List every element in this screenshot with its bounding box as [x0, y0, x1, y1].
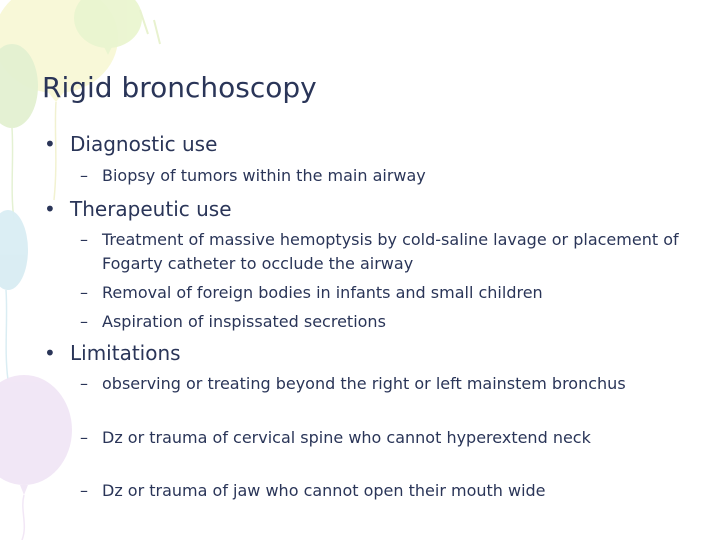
bullet-glyph: • — [44, 341, 56, 365]
sub-bullet-text: Aspiration of inspissated secretions — [102, 312, 386, 331]
sub-bullet-text: Dz or trauma of jaw who cannot open their mouth wide — [102, 481, 546, 500]
dash-glyph: – — [80, 374, 88, 393]
bullet-glyph: • — [44, 132, 56, 156]
sub-bullet-text: Biopsy of tumors within the main airway — [102, 166, 426, 185]
dash-glyph: – — [80, 230, 88, 249]
dash-glyph: – — [80, 312, 88, 331]
sub-bullet-item — [80, 479, 680, 503]
sub-bullet-text: Treatment of massive hemoptysis by cold-saline lavage or placement of Fogarty catheter to occlude the airway — [102, 230, 679, 273]
sub-bullet-text: Removal of foreign bodies in infants and small children — [102, 283, 543, 302]
dash-glyph: – — [80, 166, 88, 185]
dash-glyph: – — [80, 481, 88, 500]
bullet-text: Limitations — [70, 341, 181, 365]
sub-bullet-item — [80, 164, 680, 188]
bullet-text: Therapeutic use — [70, 197, 232, 221]
bullet-glyph: • — [44, 197, 56, 221]
dash-glyph: – — [80, 283, 88, 302]
slide-title: Rigid bronchoscopy — [42, 71, 317, 104]
sub-bullet-item — [80, 228, 680, 276]
sub-bullet-text: Dz or trauma of cervical spine who cannot hyperextend neck — [102, 428, 591, 447]
sub-bullet-text: observing or treating beyond the right or left mainstem bronchus — [102, 374, 626, 393]
sub-bullet-item — [80, 310, 680, 334]
sub-bullet-item — [80, 426, 680, 450]
dash-glyph: – — [80, 428, 88, 447]
bullet-text: Diagnostic use — [70, 132, 218, 156]
sub-bullet-item — [80, 372, 680, 396]
sub-bullet-item — [80, 281, 680, 305]
